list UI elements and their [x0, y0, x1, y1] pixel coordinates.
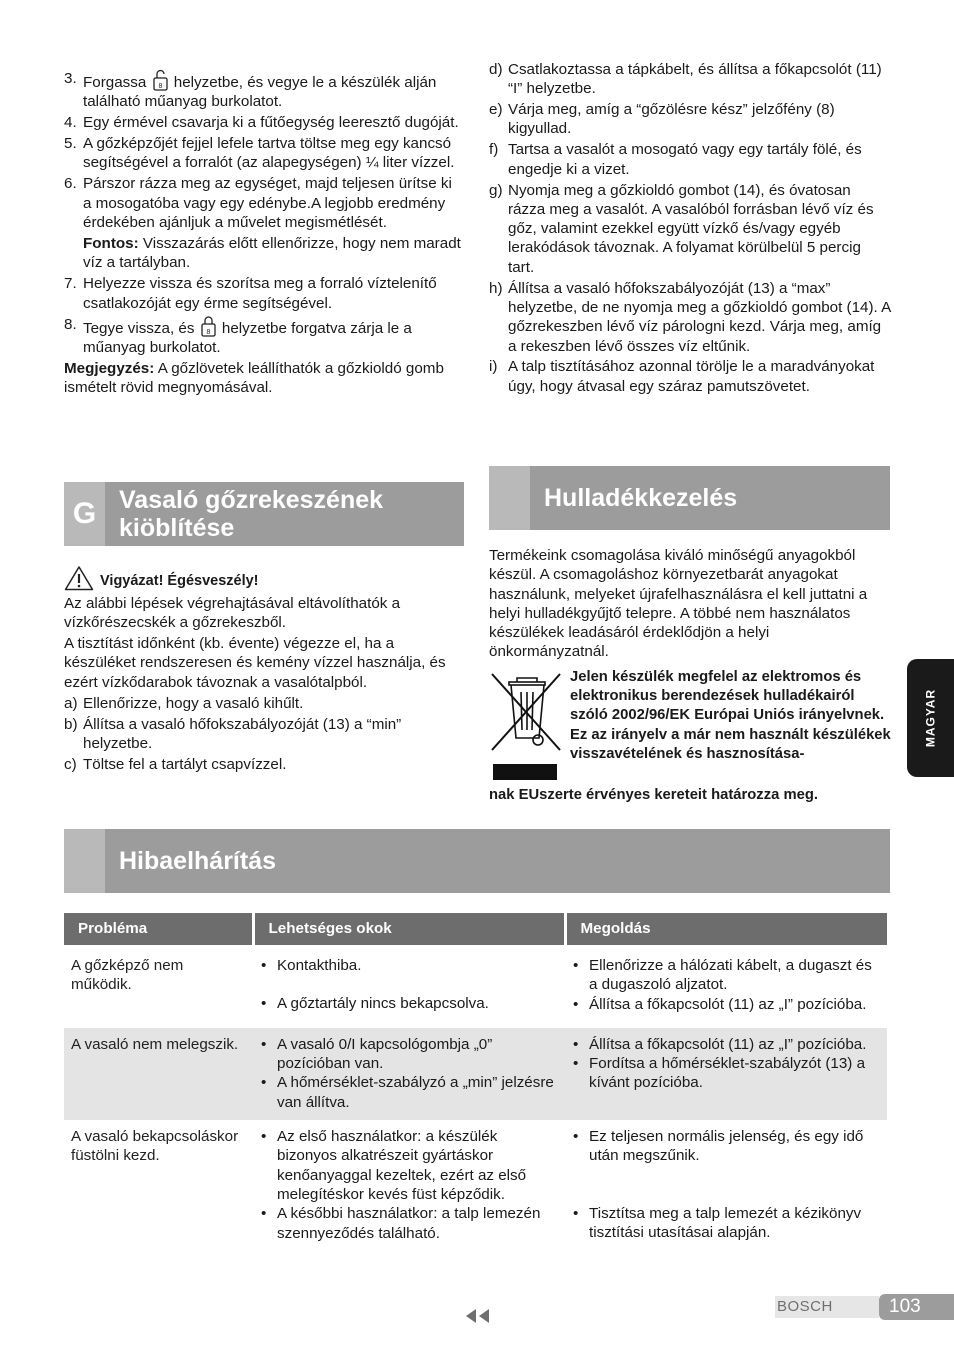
list-item: • Kontakthiba. — [261, 957, 362, 974]
troubleshooting-table — [64, 913, 887, 1243]
causes-cell — [253, 1120, 565, 1243]
section-header-troubleshooting — [64, 829, 890, 893]
causes-cell — [253, 1028, 565, 1120]
section-header-g — [64, 482, 464, 546]
section-title: Hibaelhárítás — [119, 847, 277, 875]
note-paragraph: Megjegyzés: A gőzlövetek leállíthatók a gőzkioldó gomb ismételt rövid megnyomásával. — [64, 359, 444, 397]
table-header-row — [64, 913, 887, 945]
section-title: Vasaló gőzrekeszének kiöblítése — [119, 486, 384, 542]
list-item: h) Állítsa a vasaló hőfokszabályozóját (13) a “max” helyzetbe, de ne nyomja meg a gőzkioldó gombot (14). A gőzrekeszben lévő víz párologni kezd. Várja meg, amíg a rekeszben lévő összes víz eltűnik. — [489, 279, 891, 355]
double-left-arrow-icon[interactable] — [464, 1308, 492, 1329]
list-item: • A későbbi használatkor: a talp lemezén szennyeződés található. — [261, 1205, 541, 1242]
warning-triangle-icon — [64, 565, 94, 591]
table-row — [64, 1028, 887, 1120]
column-header: Probléma — [64, 913, 253, 945]
warning-block: Vigyázat! Égésveszély! Az alábbi lépések végrehajtásával eltávolíthatók a vízkőrészecskék a gőzrekeszből. A tisztítást időnként (kb. évente) végezze el, ha a készüléket rendszeresen és kemény vízzel használja, és ezért vízkődarabok távoznak a vasalótalpból. a) Ellenőrizze, hogy a vasaló kihűlt. b) Állítsa a vasaló hőfokszabályozóját (13) a “min” helyzetbe. c) Töltse fel a tartályt csapvízzel. — [64, 565, 464, 776]
section-tab-blank — [64, 829, 105, 893]
list-item: d) Csatlakoztassa a tápkábelt, és állítsa a főkapcsolót (11) “I” helyzetbe. — [489, 61, 882, 98]
step-item: 3. Forgassa 8 helyzetbe, és vegye le a készülék alján található műanyag burkolatot. — [64, 70, 437, 111]
warning-title: Vigyázat! Égésveszély! — [64, 565, 464, 591]
list-item: • Fordítsa a hőmérséklet-szabályzót (13) a kívánt pozícióba. — [573, 1055, 866, 1092]
descaling-steps-list — [64, 69, 464, 232]
table-row — [64, 945, 887, 1028]
left-column — [64, 69, 464, 399]
column-header: Megoldás — [565, 913, 887, 945]
right-column — [489, 60, 891, 398]
descaling-steps-list-2 — [64, 274, 464, 357]
list-item: i) A talp tisztításához azonnal törölje le a maradványokat úgy, hogy átvasal egy száraz pamutszövetet. — [489, 358, 875, 395]
problem-cell: A vasaló nem melegszik. — [64, 1028, 253, 1120]
list-item: • A gőztartály nincs bekapcsolva. — [261, 995, 489, 1013]
crossed-out-bin-icon — [489, 668, 563, 780]
solutions-cell — [565, 1028, 887, 1120]
problem-cell: A gőzképző nem működik. — [71, 957, 184, 994]
list-item: • A vasaló 0/I kapcsológombja „0” pozícióban van. — [261, 1035, 493, 1073]
weee-row: Jelen készülék megfelel az elektromos és elektronikus berendezések hulladékairól szóló 2002/96/EK Európai Uniós irányelvnek. Ez az irányelv a már nem használt készülékek visszavételének és hasznosítása- — [489, 668, 891, 786]
waste-block: Termékeink csomagolása kiváló minőségű anyagokból készül. A csomagoláshoz környezetbarát anyagokat használunk, melyeket újrafelhasználásra el kell juttatni a helyi hulladékgyűjtő telepre. A többé nem használatos készülékek leadásáról érdeklődjön a helyi önkormányzatnál. Jelen készülék megfelel az elektromos és elektronikus berendezések hulladékairól szóló 2002/96/EK Európai Uniós irányelvnek. Ez az irányelv a már nem használt készülékek visszavételének és hasznosítása- nak EUszerte érvényes kereteit határozza meg. — [489, 547, 891, 803]
causes-cell — [253, 945, 565, 1028]
important-note: Fontos: Visszazárás előtt ellenőrizze, hogy nem maradt víz a tartályban. — [83, 234, 461, 272]
lock-icon — [201, 315, 216, 337]
list-item: f) Tartsa a vasalót a mosogató vagy egy tartály fölé, és engedje ki a vizet. — [489, 141, 862, 178]
svg-text:8: 8 — [206, 328, 211, 336]
section-header-waste — [489, 466, 890, 530]
list-item: c) Töltse fel a tartályt csapvízzel. — [64, 755, 287, 773]
list-item: b) Állítsa a vasaló hőfokszabályozóját (13) a “min” helyzetbe. — [64, 715, 402, 752]
step-item: 6. Párszor rázza meg az egységet, majd teljesen ürítse ki a mosogatóba vagy egy edénybe.A legjobb eredmény érdekében ajánljuk a művelet megismétlését. — [64, 175, 452, 231]
solutions-cell — [565, 945, 887, 1028]
problem-cell: A vasaló bekapcsoláskor füstölni kezd. — [71, 1128, 239, 1165]
unlock-icon — [153, 69, 168, 91]
step-item: 7. Helyezze vissza és szorítsa meg a forraló víztelenítő csatlakozóját egy érme segítségével. — [64, 275, 437, 312]
list-item: • A hőmérséklet-szabályzó a „min” jelzésre van állítva. — [261, 1074, 554, 1111]
brand-label: BOSCH — [775, 1296, 879, 1318]
table-row — [64, 1120, 887, 1243]
section-tab-blank — [489, 466, 530, 530]
list-item: • Az első használatkor: a készülék bizonyos alkatrészeit gyártáskor kenőanyaggal kezeltek, ezért az első melegítéskor kevés füst képződik. — [261, 1128, 527, 1203]
list-item: • Ellenőrizze a hálózati kábelt, a dugaszt és a dugaszoló aljzatot. — [573, 957, 872, 994]
step-item: 8. Tegye vissza, és 8 helyzetbe forgatva zárja le a műanyag burkolatot. — [64, 315, 412, 356]
preparation-list — [64, 694, 464, 774]
rinsing-steps-list — [489, 60, 891, 396]
weee-symbol — [489, 668, 570, 786]
solutions-cell — [565, 1120, 887, 1243]
svg-text:8: 8 — [158, 83, 162, 90]
column-header: Lehetséges okok — [253, 913, 565, 945]
section-title: Hulladékkezelés — [544, 484, 738, 512]
page-number: 103 — [879, 1294, 954, 1320]
list-item: g) Nyomja meg a gőzkioldó gombot (14), és óvatosan rázza meg a vasalót. A vasalóból forrásban lévő víz és gőz, valamint ezekkel együtt vízkő és/vagy egyéb lerakódások távoznak. A folyamat körülbelül 5 percig tart. — [489, 181, 874, 276]
list-item: • Tisztítsa meg a talp lemezét a kézikönyv tisztítási utasításai alapján. — [573, 1204, 862, 1241]
language-side-tab: MAGYAR — [907, 659, 954, 777]
step-item: 5. A gőzképzőjét fejjel lefele tartva töltse meg egy kancsó segítségével a forralót (az alapegységen) ¼ liter vízzel. — [64, 135, 455, 172]
list-item: e) Várja meg, amíg a “gőzölésre kész” jelzőfény (8) kigyullad. — [489, 101, 835, 138]
step-item: 4. Egy érmével csavarja ki a fűtőegység leeresztő dugóját. — [64, 114, 459, 132]
list-item: • Ez teljesen normális jelenség, és egy idő után megszűnik. — [573, 1128, 864, 1165]
list-item: • Állítsa a főkapcsolót (11) az „I” pozícióba. — [573, 1035, 867, 1053]
list-item: • Állítsa a főkapcsolót (11) az „I” pozícióba. — [573, 995, 867, 1013]
section-letter: G — [64, 482, 105, 546]
list-item: a) Ellenőrizze, hogy a vasaló kihűlt. — [64, 694, 304, 712]
